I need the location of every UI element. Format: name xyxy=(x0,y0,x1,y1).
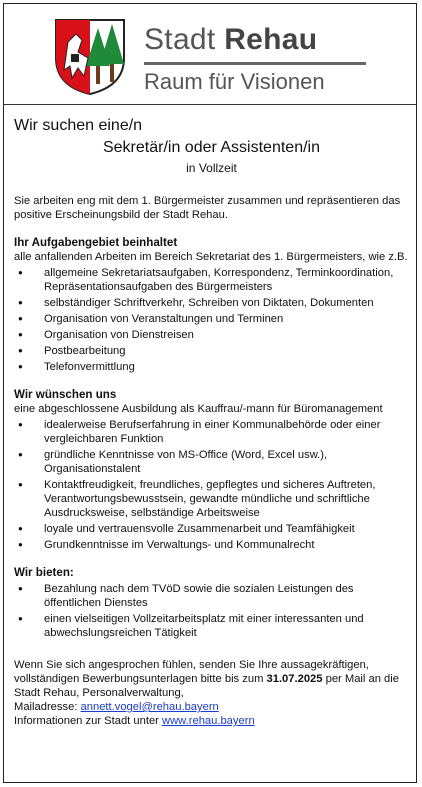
list-item: ● allgemeine Sekretariatsaufgaben, Korrespondenz, Terminkoordination, Repräsentationsaufgaben des Bürgermeisters xyxy=(14,266,409,294)
list-item: ● idealerweise Berufserfahrung in einer Kommunalbehörde oder einer vergleichbaren Funktion xyxy=(14,418,409,446)
list-item: ● loyale und vertrauensvolle Zusammenarbeit und Teamfähigkeit xyxy=(14,522,409,536)
list-item: ● Telefonvermittlung xyxy=(14,360,409,374)
brand-name: Rehau xyxy=(224,23,318,56)
list-item: ● Organisation von Veranstaltungen und Terminen xyxy=(14,312,409,326)
list-item: ● selbständiger Schriftverkehr, Schreiben von Diktaten, Dokumenten xyxy=(14,296,409,310)
info-line xyxy=(14,714,409,728)
job-title: Sekretär/in oder Assistenten/in xyxy=(102,139,320,156)
brand xyxy=(144,24,374,95)
job-ad-frame xyxy=(3,3,417,783)
wishes-list xyxy=(14,418,409,552)
wishes-title: Wir wünschen uns xyxy=(14,388,117,401)
list-item: ● Postbearbeitung xyxy=(14,344,409,358)
header-divider xyxy=(4,104,416,105)
heading-line1: Wir suchen eine/n xyxy=(14,117,143,134)
intro-text: Sie arbeiten eng mit dem 1. Bürgermeister zusammen und repräsentieren das positive Erscheinungsbild der Stadt Rehau. xyxy=(14,195,401,221)
wishes-lead: eine abgeschlossene Ausbildung als Kauffrau/-mann für Büromanagement xyxy=(14,403,383,415)
mail-line xyxy=(14,700,409,714)
offer-title: Wir bieten: xyxy=(14,566,74,579)
tasks-title: Ihr Aufgabengebiet beinhaltet xyxy=(14,236,178,249)
tasks-list xyxy=(14,266,409,374)
list-item: ● einen vielseitigen Vollzeitarbeitsplatz mit einer interessanten und abwechslungsreichen Tätigkeit xyxy=(14,612,409,640)
deadline-date: 31.07.2025 xyxy=(266,673,323,685)
list-item: ● Bezahlung nach dem TVöD sowie die sozialen Leistungen des öffentlichen Dienstes xyxy=(14,582,409,610)
list-item: ● Organisation von Dienstreisen xyxy=(14,328,409,342)
brand-slogan: Raum für Visionen xyxy=(144,69,325,94)
info-label: Informationen zur Stadt unter xyxy=(14,715,159,727)
ad-content xyxy=(14,108,409,728)
city-crest-icon xyxy=(54,18,126,96)
brand-title xyxy=(144,24,374,56)
mail-link[interactable]: annett.vogel@rehau.bayern xyxy=(80,701,219,713)
mail-label: Mailadresse: xyxy=(14,701,78,713)
closing-after: per Mail an die Stadt Rehau, Personalverwaltung, xyxy=(14,673,399,699)
list-item: ● gründliche Kenntnisse von MS-Office (Word, Excel usw.), Organisationstalent xyxy=(14,448,409,476)
offer-list xyxy=(14,582,409,640)
list-item: ● Kontaktfreudigkeit, freundliches, gepflegtes und sicheres Auftreten, Verantwortungsbewusstsein, gewandte mündliche und schriftliche Ausdrucksweise, selbständige Arbeitsweise xyxy=(14,478,409,520)
header xyxy=(4,4,418,104)
tasks-lead: alle anfallenden Arbeiten im Bereich Sekretariat des 1. Bürgermeisters, wie z.B. xyxy=(14,251,408,263)
brand-divider xyxy=(144,62,366,65)
employment-type: in Vollzeit xyxy=(186,161,237,175)
website-link[interactable]: www.rehau.bayern xyxy=(162,715,255,727)
closing-before: Wenn Sie sich angesprochen fühlen, senden Sie Ihre aussagekräftigen, vollständigen Bewerbungsunterlagen bitte bis zum xyxy=(14,659,369,685)
closing-text xyxy=(14,658,409,700)
list-item: ● Grundkenntnisse im Verwaltungs- und Kommunalrecht xyxy=(14,538,409,552)
brand-city: Stadt xyxy=(144,23,216,56)
